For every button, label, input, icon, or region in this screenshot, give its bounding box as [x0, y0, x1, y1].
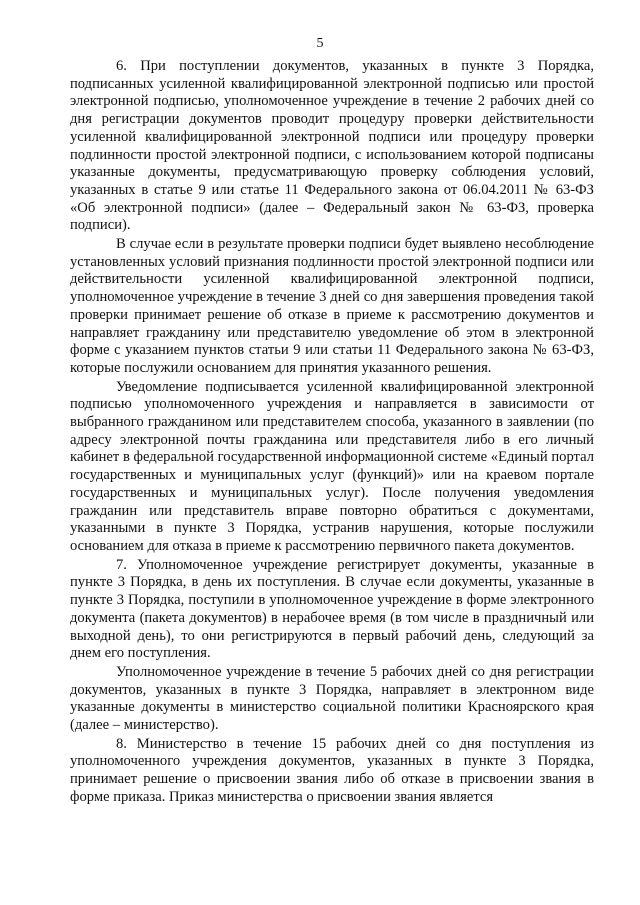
- document-body: [70, 58, 594, 808]
- paragraph-item-7: 7. Уполномоченное учреждение регистрирует документы, указанные в пункте 3 Порядка, в день их поступления. В случае если документы, указанные в пункте 3 Порядка, поступили в уполномоченное учреждение в форме электронного документа (пакета документов) в нерабочее время (в том числе в праздничный или выходной день), то они регистрируются в первый рабочий день, следующий за днем его поступления.: [70, 556, 594, 662]
- paragraph-forwarding: Уполномоченное учреждение в течение 5 рабочих дней со дня регистрации документов, указанных в пункте 3 Порядка, направляет в электронном виде указанные документы в министерство социальной политики Красноярского края (далее – министерство).: [70, 663, 594, 734]
- page-number: 5: [316, 36, 324, 51]
- paragraph-signature-check-failure: В случае если в результате проверки подписи будет выявлено несоблюдение установленных условий признания подлинности простой электронной подписи или действительности усиленной квалифицированной электронной подписи, уполномоченное учреждение в течение 3 дней со дня завершения проведения такой проверки принимает решение об отказе в приеме к рассмотрению документов и направляет гражданину или представителю уведомление об этом в электронной форме с указанием пунктов статьи 9 или статьи 11 Федерального закона № 63-ФЗ, которые послужили основанием для принятия указанного решения.: [70, 236, 594, 376]
- paragraph-item-8: 8. Министерство в течение 15 рабочих дней со дня поступления из уполномоченного учреждения документов, указанных в пункте 3 Порядка, принимает решение о присвоении звания либо об отказе в присвоении звания в форме приказа. Приказ министерства о присвоении звания является: [70, 735, 594, 805]
- paragraph-notification: Уведомление подписывается усиленной квалифицированной электронной подписью уполномоченного учреждения и направляется в зависимости от выбранного гражданином или представителем способа, указанного в заявлении (по адресу электронной почты гражданина или представителя либо в его личный кабинет в федеральной государственной информационной системе «Единый портал государственных и муниципальных услуг (функций)» или на краевом портале государственных и муниципальных услуг). После получения уведомления гражданин или представитель вправе повторно обратиться с документами, указанными в пункте 3 Порядка, устранив нарушения, которые послужили основанием для отказа в приеме к рассмотрению первичного пакета документов.: [70, 378, 594, 554]
- paragraph-item-6: 6. При поступлении документов, указанных в пункте 3 Порядка, подписанных усиленной квалифицированной электронной подписью или простой электронной подписью, уполномоченное учреждение в течение 2 рабочих дней со дня регистрации документов проводит процедуру проверки действительности усиленной квалифицированной электронной подписи или процедуру проверки подлинности простой электронной подписи, с использованием которой подписаны указанные документы, предусматривающую проверку соблюдения условий, указанных в статье 9 или статье 11 Федерального закона от 06.04.2011 № 63-ФЗ «Об электронной подписи» (далее – Федеральный закон № 63-ФЗ, проверка подписи).: [70, 58, 594, 234]
